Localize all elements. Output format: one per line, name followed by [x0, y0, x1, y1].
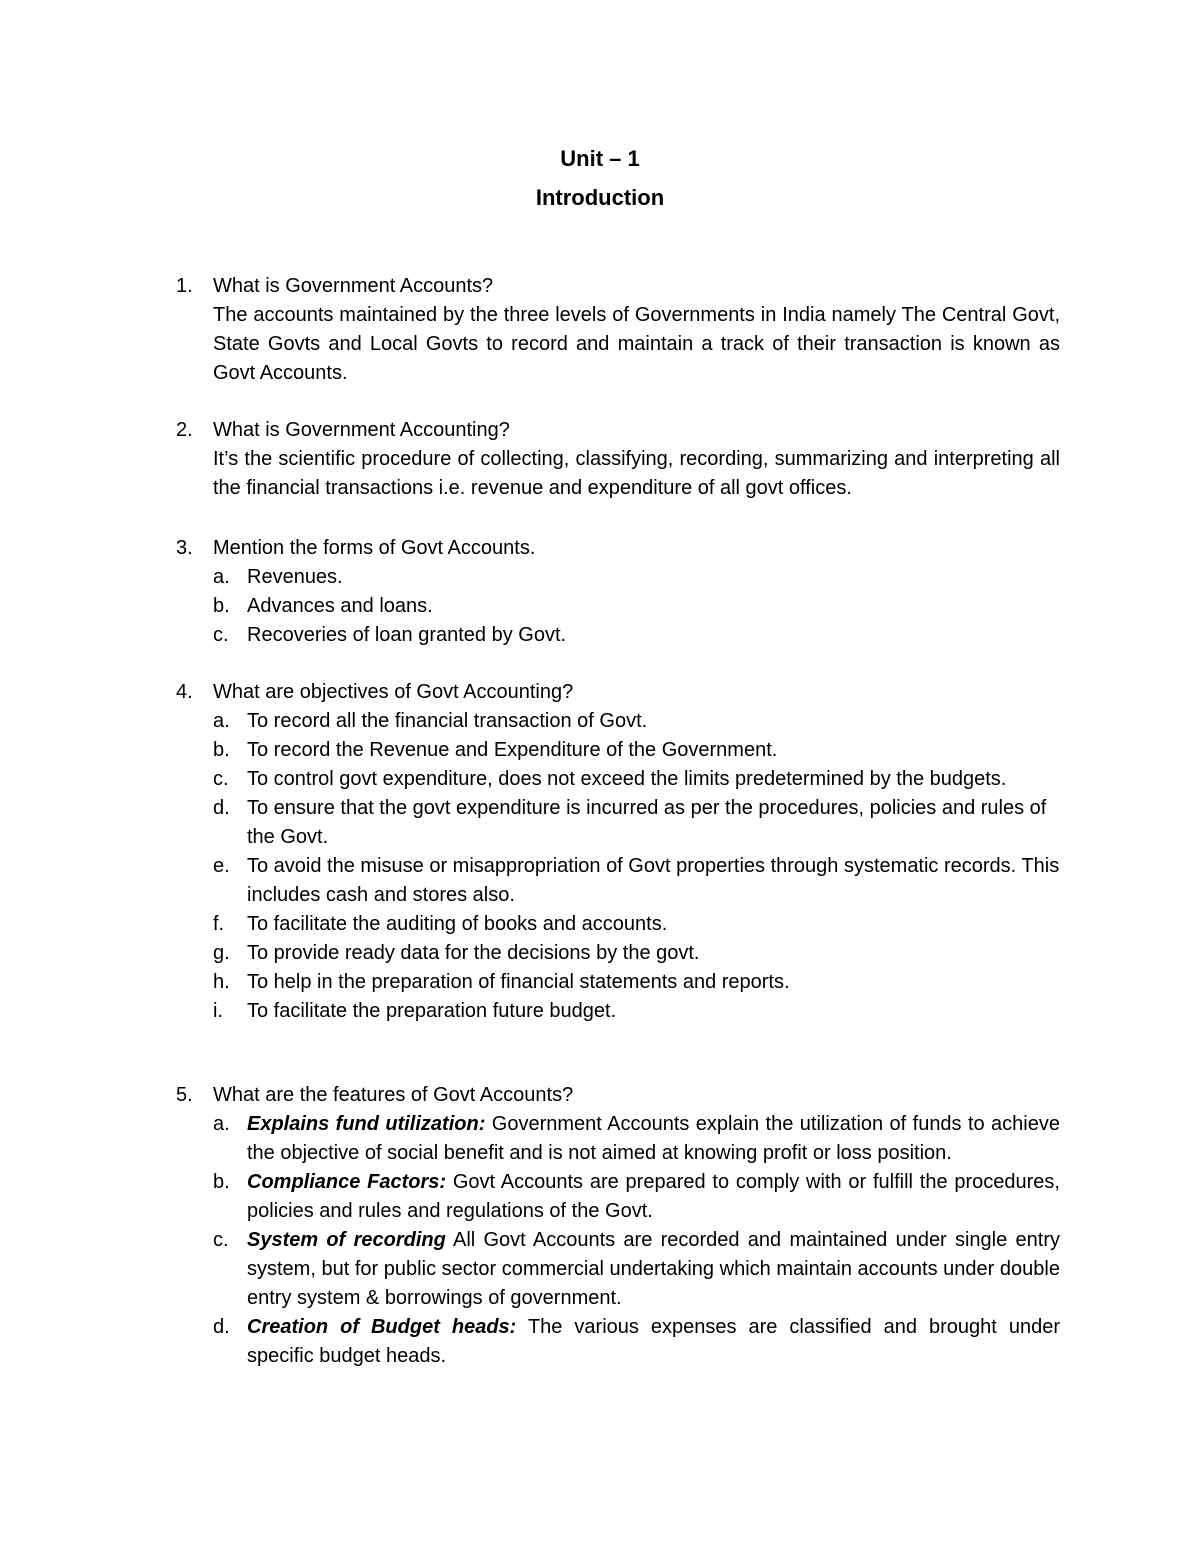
list-marker: c. — [213, 624, 229, 646]
list-item — [176, 997, 1060, 1026]
list-marker: g. — [213, 942, 230, 964]
feature-heading: Explains fund utilization: — [247, 1113, 486, 1135]
feature-heading: System of recording — [247, 1229, 446, 1251]
question-number: 3. — [176, 537, 193, 559]
feature-text: Govt Accounts are prepared to comply with or fulfill the procedures, policies and rules and regulations of the Govt. — [247, 1171, 1060, 1222]
list-item-text: To facilitate the preparation future budget. — [247, 1000, 617, 1022]
answer-text: The accounts maintained by the three levels of Governments in India namely The Central Govt, State Govts and Local Govts to record and maintain a track of their transaction is known as Govt Accounts. — [213, 304, 1060, 384]
unit-title: Unit – 1 — [560, 146, 640, 171]
list-item — [176, 852, 1060, 910]
list-item — [176, 765, 1060, 794]
section-title: Introduction — [535, 185, 665, 210]
question-4 — [176, 678, 1060, 1026]
list-item-text: Recoveries of loan granted by Govt. — [247, 624, 567, 646]
list-item — [176, 621, 1060, 650]
list-item — [176, 1313, 1060, 1371]
feature-text: All Govt Accounts are recorded and maintained under single entry system, but for public sector commercial undertaking which maintain accounts under double entry system & borrowings of government. — [247, 1229, 1060, 1309]
list-item-text: To facilitate the auditing of books and accounts. — [247, 913, 668, 935]
feature-text: The various expenses are classified and brought under specific budget heads. — [247, 1316, 1060, 1367]
question-text: Mention the forms of Govt Accounts. — [213, 537, 536, 559]
answer-list — [176, 1110, 1060, 1371]
list-item — [176, 707, 1060, 736]
question-2 — [176, 416, 1060, 503]
list-marker: b. — [213, 595, 230, 617]
list-item-text: To record all the financial transaction of Govt. — [247, 710, 648, 732]
list-marker: f. — [213, 913, 225, 935]
list-marker: a. — [213, 1113, 230, 1135]
list-marker: h. — [213, 971, 230, 993]
list-item-text: To provide ready data for the decisions by the govt. — [247, 942, 700, 964]
answer-text: It’s the scientific procedure of collecting, classifying, recording, summarizing and interpreting all the financial transactions i.e. revenue and expenditure of all govt offices. — [213, 448, 1060, 499]
list-marker: a. — [213, 710, 230, 732]
question-3 — [176, 534, 1060, 650]
list-item-text: To record the Revenue and Expenditure of the Government. — [247, 739, 778, 761]
question-text: What are objectives of Govt Accounting? — [213, 681, 574, 703]
question-number: 2. — [176, 419, 193, 441]
question-text: What are the features of Govt Accounts? — [213, 1084, 574, 1106]
list-item-body — [247, 1110, 1060, 1168]
list-item — [176, 794, 1060, 852]
list-item — [176, 1110, 1060, 1168]
feature-heading: Compliance Factors: — [247, 1171, 447, 1193]
question-1 — [176, 272, 1060, 388]
list-item-text: Revenues. — [247, 566, 343, 588]
list-item-body — [247, 1313, 1060, 1371]
list-item-text: To ensure that the govt expenditure is incurred as per the procedures, policies and rules of the Govt. — [247, 797, 1047, 848]
question-number: 4. — [176, 681, 193, 703]
list-marker: c. — [213, 768, 229, 790]
list-item — [176, 563, 1060, 592]
list-marker: a. — [213, 566, 230, 588]
list-item-text: Advances and loans. — [247, 595, 433, 617]
list-marker: i. — [213, 1000, 223, 1022]
list-marker: b. — [213, 739, 230, 761]
list-item-body — [247, 1168, 1060, 1226]
list-marker: b. — [213, 1171, 230, 1193]
question-text: What is Government Accounting? — [213, 419, 510, 441]
list-item-text: To avoid the misuse or misappropriation of Govt properties through systematic records. This includes cash and stores also. — [247, 855, 1060, 906]
feature-text: Government Accounts explain the utilization of funds to achieve the objective of social benefit and is not aimed at knowing profit or loss position. — [247, 1113, 1060, 1164]
list-item-text: To help in the preparation of financial statements and reports. — [247, 971, 790, 993]
question-number: 1. — [176, 275, 193, 297]
list-marker: d. — [213, 1316, 230, 1338]
list-marker: e. — [213, 855, 230, 877]
answer-list — [176, 563, 1060, 650]
list-item — [176, 968, 1060, 997]
answer-list — [176, 707, 1060, 1026]
list-item — [176, 1226, 1060, 1313]
list-item — [176, 939, 1060, 968]
list-item — [176, 910, 1060, 939]
list-item — [176, 592, 1060, 621]
question-5 — [176, 1081, 1060, 1371]
list-item-body — [247, 1226, 1060, 1313]
question-number: 5. — [176, 1084, 193, 1106]
list-item — [176, 1168, 1060, 1226]
feature-heading: Creation of Budget heads: — [247, 1316, 517, 1338]
list-marker: d. — [213, 797, 230, 819]
list-marker: c. — [213, 1229, 229, 1251]
list-item — [176, 736, 1060, 765]
list-item-text: To control govt expenditure, does not exceed the limits predetermined by the budgets. — [247, 768, 1007, 790]
question-text: What is Government Accounts? — [213, 275, 494, 297]
